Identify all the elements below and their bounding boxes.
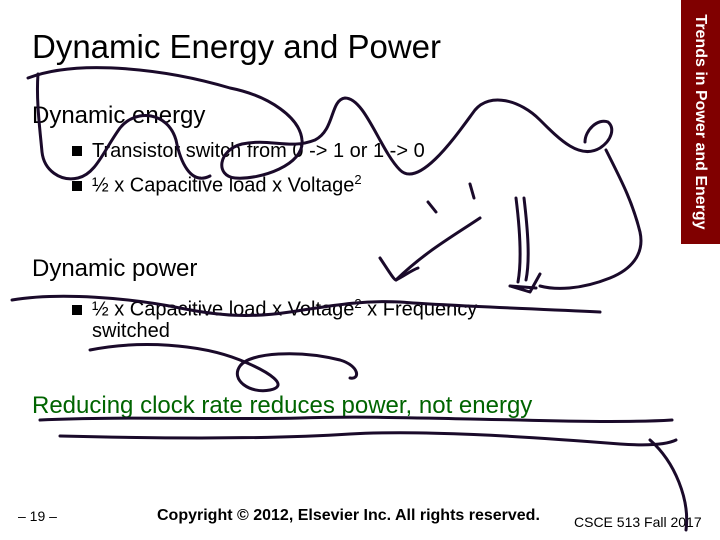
bullet-marker	[72, 305, 82, 315]
copyright-notice: Copyright © 2012, Elsevier Inc. All rights reserved.	[157, 507, 540, 524]
course-label: CSCE 513 Fall 2017	[574, 514, 702, 530]
ink-mark-vertical	[516, 198, 528, 282]
ink-arrow-right-head	[510, 274, 540, 292]
bullet-marker	[72, 146, 82, 156]
ink-arrow-left-head	[380, 258, 418, 280]
bullet-marker	[72, 181, 82, 191]
ink-loop-bottom	[90, 345, 357, 391]
power-heading: Dynamic power	[32, 255, 198, 282]
power-bullet	[72, 292, 477, 322]
slide-title: Dynamic Energy and Power	[32, 28, 442, 65]
ink-mark-small	[470, 184, 474, 198]
power-bullet-line1-prefix: ½ x Capacitive load x Voltage	[92, 298, 355, 321]
ink-arrow-right	[540, 150, 641, 288]
power-bullet-line1-suffix: x Frequency	[361, 298, 478, 321]
exponent: 2	[354, 296, 362, 311]
sidebar-label: Trends in Power and Energy	[692, 14, 709, 230]
energy-bullet-text: ½ x Capacitive load x Voltage	[92, 174, 355, 197]
page-number: – 19 –	[18, 508, 57, 524]
power-bullet-line2: switched	[92, 320, 170, 342]
energy-heading: Dynamic energy	[32, 102, 206, 129]
energy-bullet-text: Transistor switch from 0 -> 1 or 1 -> 0	[92, 140, 425, 162]
key-takeaway: Reducing clock rate reduces power, not energy	[32, 392, 533, 419]
ink-mark-under-voltage	[428, 202, 436, 212]
energy-bullet	[72, 139, 425, 163]
ink-curve-under	[60, 433, 676, 445]
exponent: 2	[354, 172, 362, 187]
energy-bullet	[72, 168, 362, 198]
ink-arrow-left	[396, 218, 480, 280]
